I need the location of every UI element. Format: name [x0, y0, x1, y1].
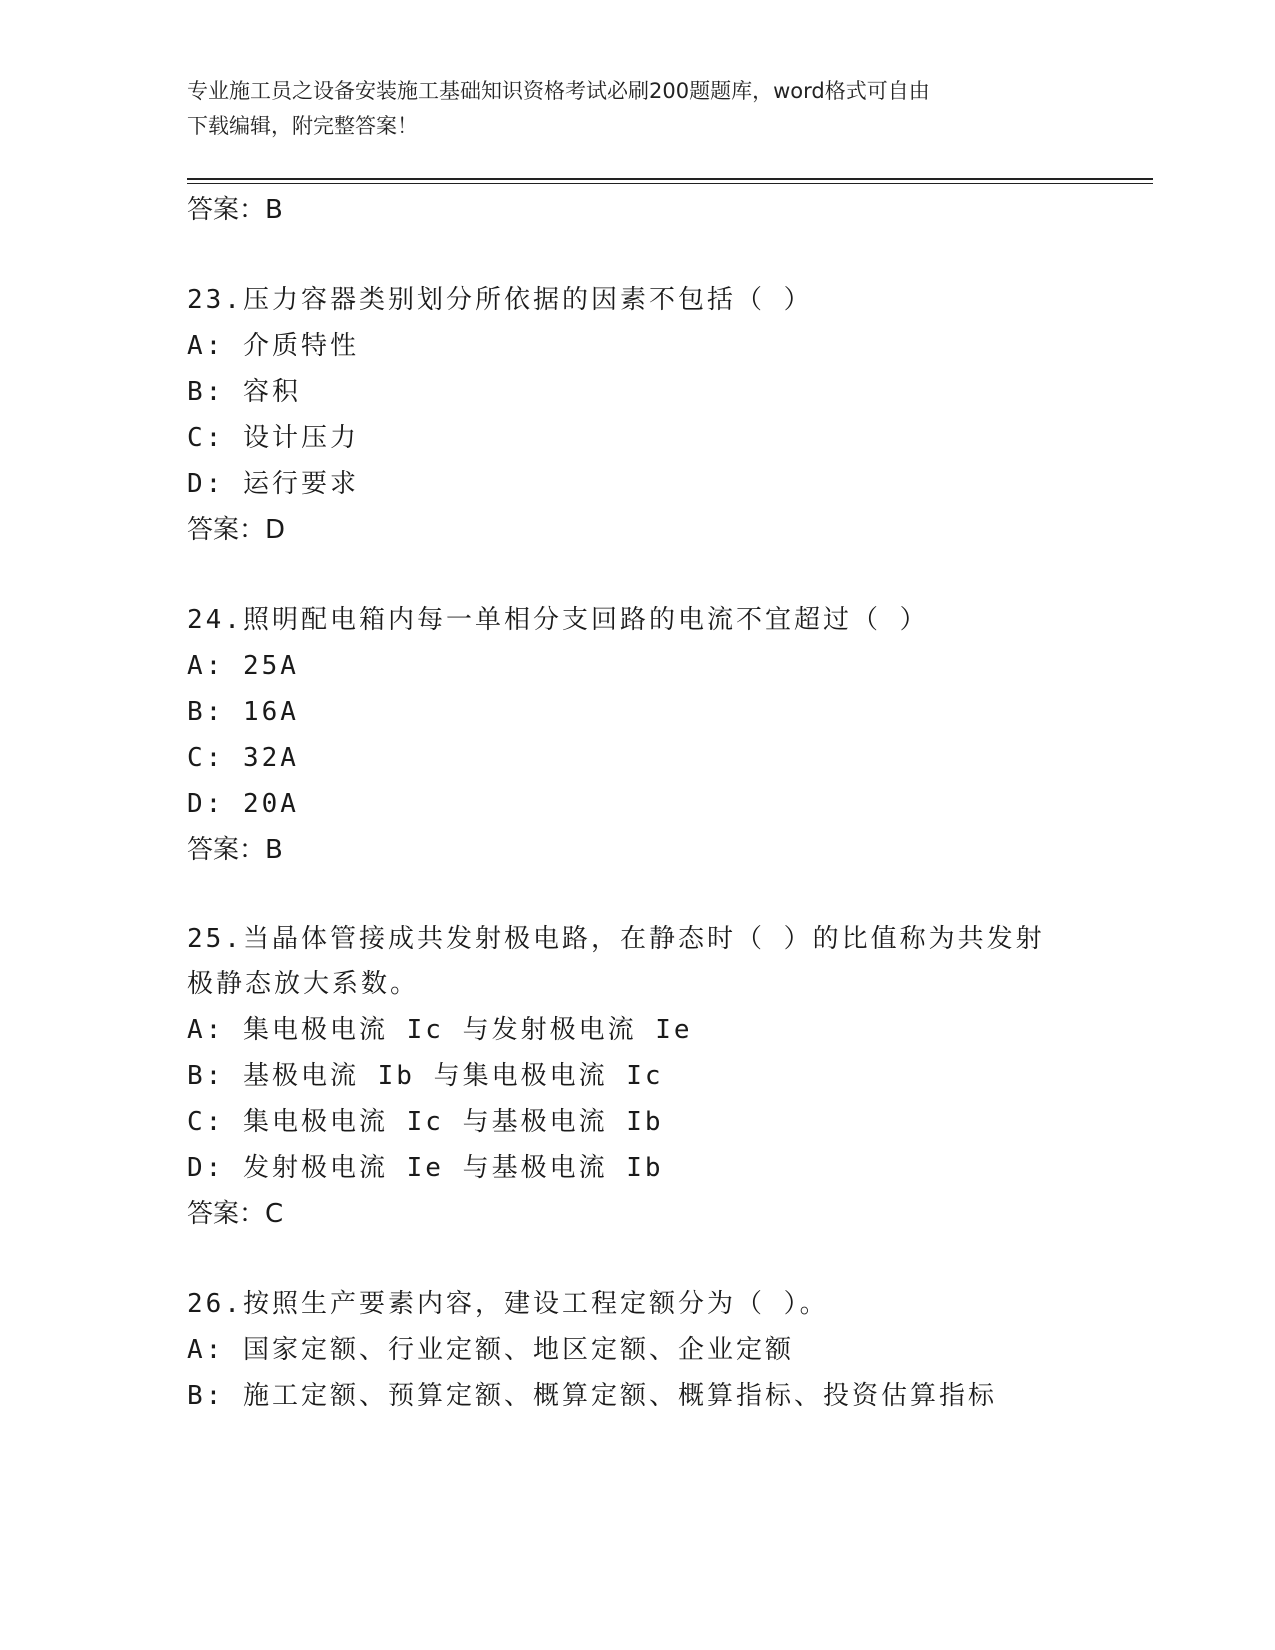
question-stem: 24.照明配电箱内每一单相分支回路的电流不宜超过（ ） — [187, 605, 929, 635]
question-stem: 25.当晶体管接成共发射极电路，在静态时（ ）的比值称为共发射极静态放大系数。 — [187, 924, 1045, 999]
option-a: A: 集电极电流 Ic 与发射极电流 Ie — [187, 1015, 693, 1045]
option-b: B: 16A — [187, 697, 299, 727]
answer-line: 答案：B — [187, 195, 283, 225]
question-stem: 23.压力容器类别划分所依据的因素不包括（ ） — [187, 285, 813, 315]
document-header — [187, 74, 1087, 144]
question-list — [187, 187, 1153, 1419]
option-c: C: 集电极电流 Ic 与基极电流 Ib — [187, 1107, 664, 1137]
header-divider-thick — [187, 178, 1153, 180]
question-24 — [187, 597, 1153, 873]
option-d: D: 运行要求 — [187, 469, 359, 499]
option-a: A: 国家定额、行业定额、地区定额、企业定额 — [187, 1335, 794, 1365]
option-b: B: 容积 — [187, 377, 301, 407]
question-stem: 26.按照生产要素内容，建设工程定额分为（ ）。 — [187, 1289, 829, 1319]
header-divider-thin — [187, 183, 1153, 184]
answer-line: 答案：C — [187, 1199, 284, 1229]
option-d: D: 20A — [187, 789, 299, 819]
header-line-1: 专业施工员之设备安装施工基础知识资格考试必刷200题题库，word格式可自由 — [187, 79, 930, 103]
option-c: C: 32A — [187, 743, 299, 773]
answer-line: 答案：B — [187, 835, 283, 865]
question-25 — [187, 917, 1153, 1237]
option-b: B: 施工定额、预算定额、概算定额、概算指标、投资估算指标 — [187, 1381, 997, 1411]
option-c: C: 设计压力 — [187, 423, 359, 453]
option-d: D: 发射极电流 Ie 与基极电流 Ib — [187, 1153, 664, 1183]
option-a: A: 25A — [187, 651, 299, 681]
answer-line: 答案：D — [187, 515, 286, 545]
option-b: B: 基极电流 Ib 与集电极电流 Ic — [187, 1061, 664, 1091]
option-a: A: 介质特性 — [187, 331, 359, 361]
header-line-2: 下载编辑，附完整答案！ — [187, 114, 418, 138]
question-23 — [187, 277, 1153, 553]
question-26 — [187, 1281, 1153, 1419]
